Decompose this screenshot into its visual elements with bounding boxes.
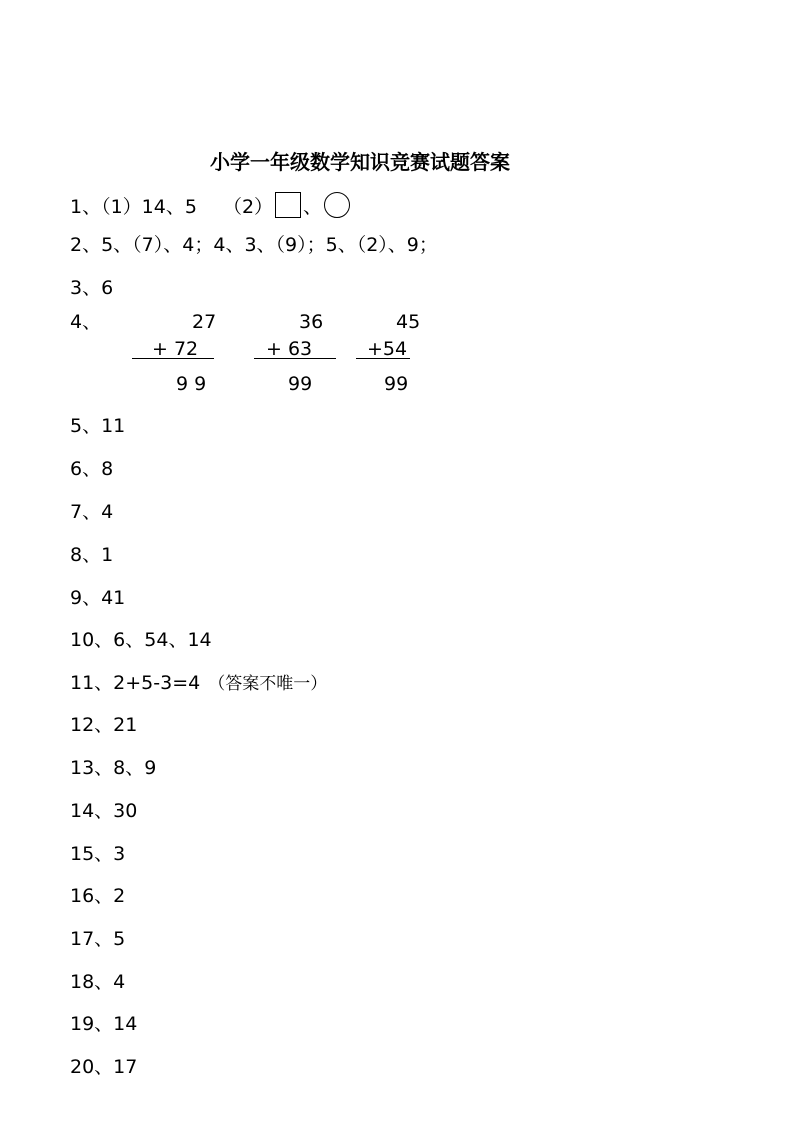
answer-2: 2、5、（7）、4；4、3、（9）；5、（2）、9； (70, 234, 438, 256)
answer-1-label: 1、 (70, 196, 102, 218)
answer-17: 17、5 (70, 928, 126, 950)
addition-2-bottom: + 63 (266, 338, 313, 360)
answer-20: 20、17 (70, 1056, 138, 1078)
answer-8: 8、1 (70, 544, 114, 566)
answer-6: 6、8 (70, 458, 114, 480)
answer-1-part1: （1）14、5 (101, 196, 197, 218)
addition-1-bottom: + 72 (152, 338, 199, 360)
answer-18: 18、4 (70, 971, 126, 993)
answer-11-note: （答案不唯一） (208, 674, 328, 694)
answer-9: 9、41 (70, 587, 126, 609)
addition-3-top: 45 (396, 311, 421, 333)
square-icon (275, 192, 301, 218)
answer-1-part2-prefix: （2） (222, 196, 274, 218)
answer-12: 12、21 (70, 714, 138, 736)
addition-3-rule (356, 358, 410, 359)
answer-1 (70, 192, 350, 219)
page-title: 小学一年级数学知识竞赛试题答案 (210, 150, 510, 174)
addition-1-top: 27 (192, 311, 217, 333)
answer-15: 15、3 (70, 843, 126, 865)
addition-3-bottom: +54 (367, 338, 408, 360)
answer-3: 3、6 (70, 277, 114, 299)
answer-13: 13、8、9 (70, 757, 157, 779)
answer-16: 16、2 (70, 885, 126, 907)
addition-2-result: 99 (288, 373, 313, 395)
addition-1-result: 9 9 (176, 373, 207, 395)
addition-2-rule (254, 358, 336, 359)
answer-4-label: 4、 (70, 311, 102, 333)
answer-7: 7、4 (70, 501, 114, 523)
answer-10: 10、6、54、14 (70, 629, 212, 651)
answer-1-shape-separator: 、 (303, 196, 323, 218)
addition-3-result: 99 (384, 373, 409, 395)
answer-19: 19、14 (70, 1013, 138, 1035)
answer-5: 5、11 (70, 415, 126, 437)
answer-11 (70, 671, 327, 696)
answer-11-text: 11、2+5-3=4 (70, 672, 201, 694)
addition-1-rule (132, 358, 214, 359)
circle-icon (324, 192, 350, 218)
addition-2-top: 36 (299, 311, 324, 333)
answer-14: 14、30 (70, 800, 138, 822)
